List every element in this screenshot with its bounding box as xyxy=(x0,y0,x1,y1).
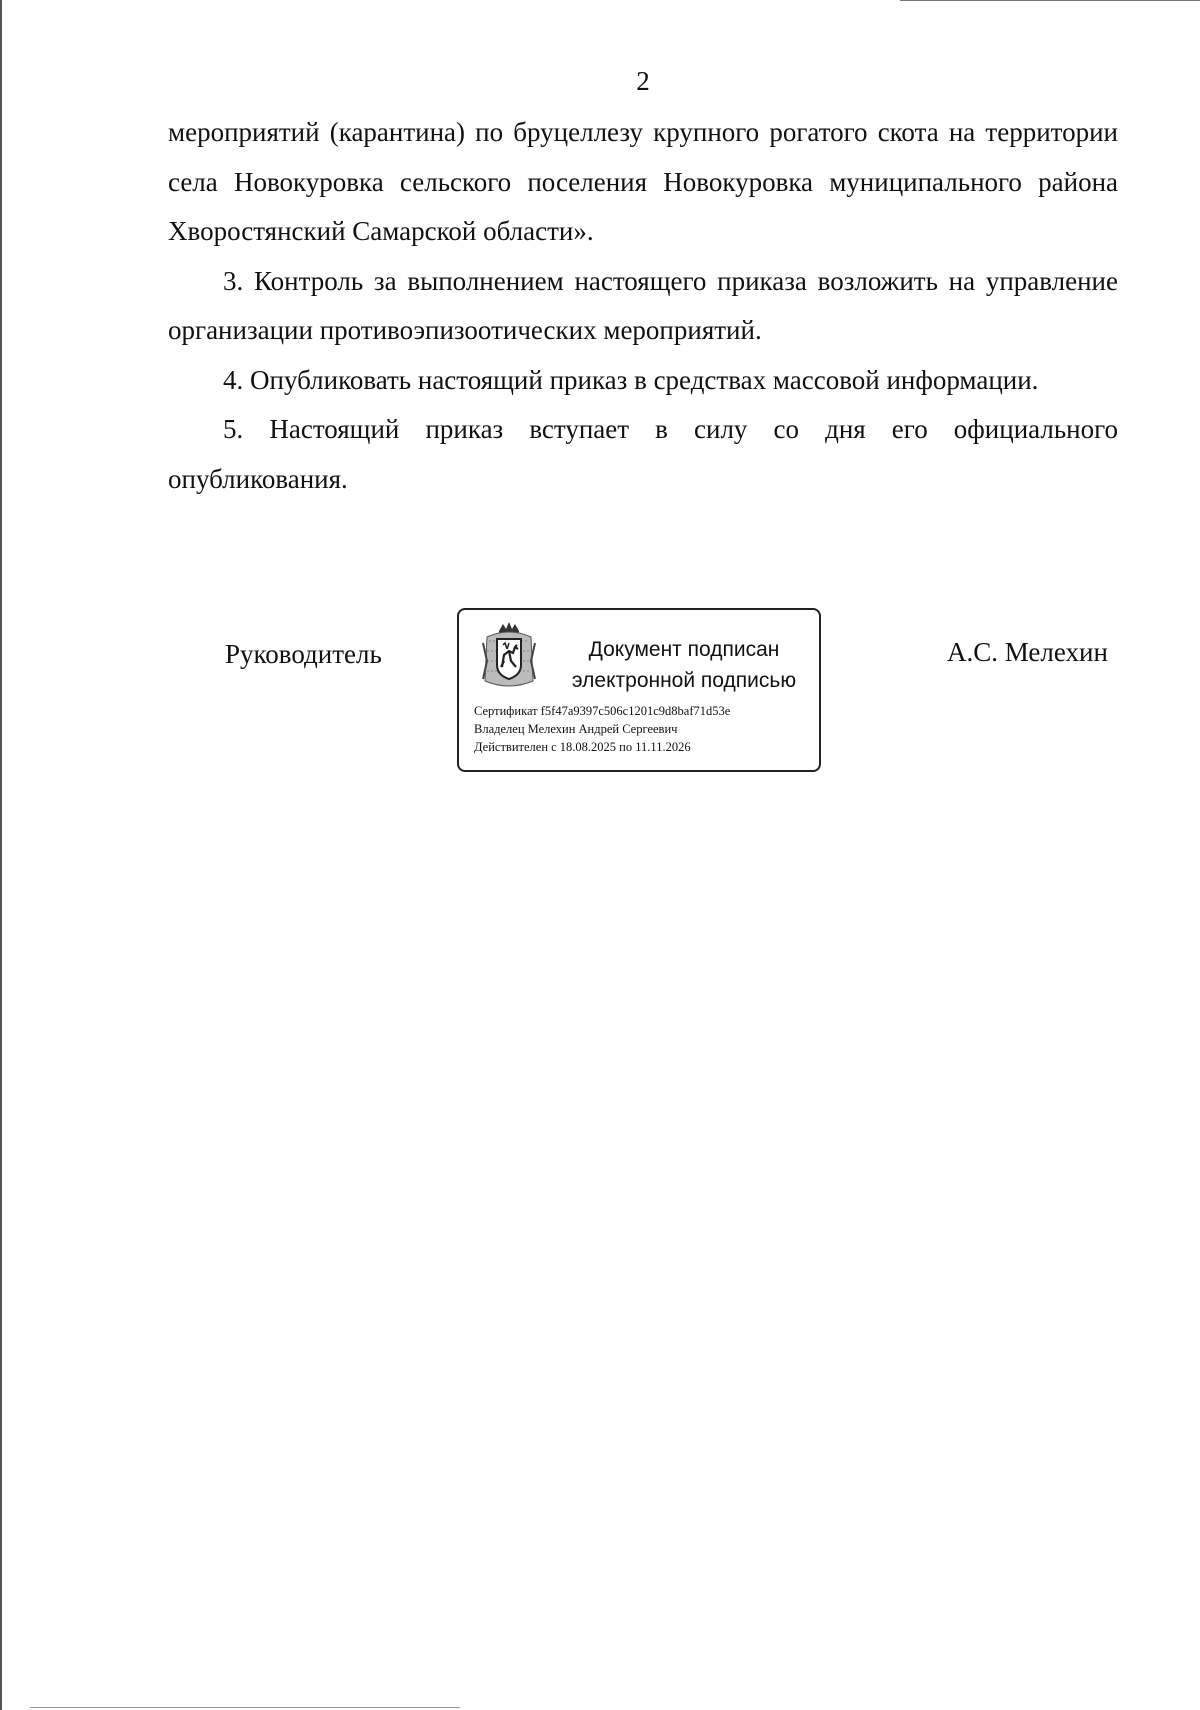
coat-of-arms-icon xyxy=(477,621,541,691)
stamp-owner: Владелец Мелехин Андрей Сергеевич xyxy=(474,722,678,736)
paragraph-item-3: 3. Контроль за выполнением настоящего приказа возложить на управление организации противоэпизоотических мероприятий. xyxy=(168,265,1118,345)
stamp-heading xyxy=(554,634,814,696)
stamp-heading-line2: электронной подписью xyxy=(571,669,797,692)
document-body xyxy=(168,108,1118,504)
stamp-validity: Действителен с 18.08.2025 по 11.11.2026 xyxy=(474,740,691,754)
page-number: 2 xyxy=(636,66,650,96)
scan-edge-left xyxy=(0,0,2,1710)
stamp-certificate: Сертификат f5f47a9397c506c1201c9d8baf71d53e xyxy=(474,704,731,718)
paragraph-continuation: мероприятий (карантина) по бруцеллезу крупного рогатого скота на территории села Новокуровка сельского поселения Новокуровка муниципального района Хворостянский Самарской области». xyxy=(168,117,1118,246)
paragraph-item-4: 4. Опубликовать настоящий приказ в средствах массовой информации. xyxy=(223,364,1039,395)
paragraph-item-5: 5. Настоящий приказ вступает в силу со дня его официального опубликования. xyxy=(168,414,1118,494)
scan-edge-bottom xyxy=(30,1707,460,1708)
signer-title: Руководитель xyxy=(225,639,382,669)
stamp-details xyxy=(474,702,730,756)
stamp-heading-line1: Документ подписан xyxy=(588,638,780,661)
electronic-signature-stamp xyxy=(457,608,821,772)
scan-edge-top xyxy=(900,0,1200,1)
signer-name: А.С. Мелехин xyxy=(947,637,1108,667)
